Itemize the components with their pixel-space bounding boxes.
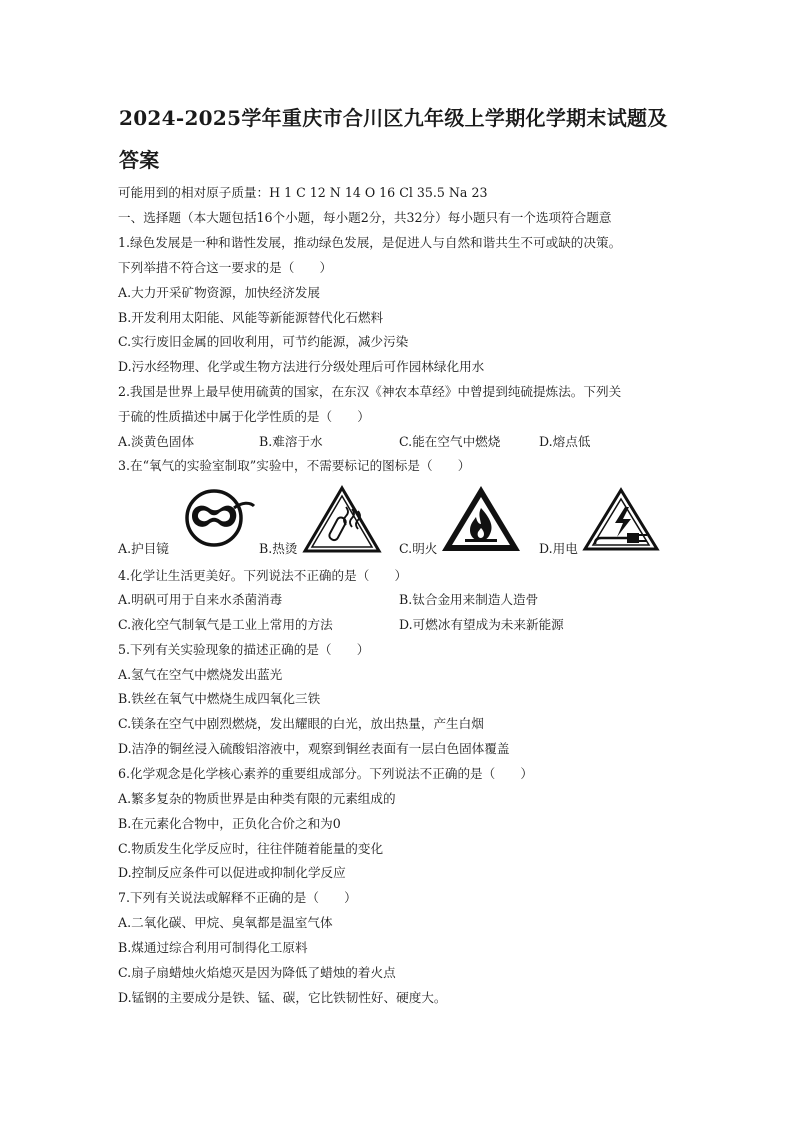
q6-option-b: B.在元素化合物中，正负化合价之和为0 [118, 816, 341, 831]
hot-surface-icon [302, 485, 382, 555]
goggles-icon [178, 486, 260, 548]
q4-option-a: A.明矾可用于自来水杀菌消毒 [118, 592, 283, 607]
q4-option-c: C.液化空气制氧气是工业上常用的方法 [118, 617, 333, 632]
q3-option-c: C.明火 [399, 541, 438, 556]
electricity-icon [581, 487, 661, 553]
q5-option-b: B.铁丝在氧气中燃烧生成四氧化三铁 [118, 691, 321, 706]
exam-title-line2: 答案 [119, 148, 160, 172]
q3-option-a: A.护目镜 [118, 541, 169, 556]
atomic-mass-note: 可能用到的相对原子质量：H 1 C 12 N 14 O 16 Cl 35.5 Na 23 [118, 185, 488, 200]
q1-stem: 1.绿色发展是一种和谐性发展，推动绿色发展，是促进人与自然和谐共生不可或缺的决策。 [118, 235, 622, 250]
q5-option-c: C.镁条在空气中剧烈燃烧，发出耀眼的白光，放出热量，产生白烟 [118, 716, 484, 731]
q5-stem: 5.下列有关实验现象的描述正确的是（ ） [118, 642, 370, 657]
q7-option-b: B.煤通过综合利用可制得化工原料 [118, 940, 308, 955]
q1-option-b: B.开发利用太阳能、风能等新能源替代化石燃料 [118, 310, 384, 325]
exam-title: 2024-2025学年重庆市合川区九年级上学期化学期末试题及 [119, 106, 668, 130]
q3-option-b: B.热烫 [259, 541, 298, 556]
q2-option-a: A.淡黄色固体 [118, 434, 195, 449]
q1-option-d: D.污水经物理、化学或生物方法进行分级处理后可作园林绿化用水 [118, 359, 485, 374]
section-heading: 一、选择题（本大题包括16个小题，每小题2分，共32分）每小题只有一个选项符合题意 [118, 210, 612, 225]
q1-stem-cont: 下列举措不符合这一要求的是（ ） [118, 260, 333, 275]
q7-option-d: D.锰钢的主要成分是铁、锰、碳，它比铁韧性好、硬度大。 [118, 990, 447, 1005]
q4-stem: 4.化学让生活更美好。下列说法不正确的是（ ） [118, 568, 408, 583]
q6-option-c: C.物质发生化学反应时，往往伴随着能量的变化 [118, 841, 384, 856]
q2-option-c: C.能在空气中燃烧 [399, 434, 501, 449]
q7-option-c: C.扇子扇蜡烛火焰熄灭是因为降低了蜡烛的着火点 [118, 965, 396, 980]
q6-option-a: A.繁多复杂的物质世界是由种类有限的元素组成的 [118, 791, 396, 806]
q3-option-d: D.用电 [539, 541, 578, 556]
q5-option-d: D.洁净的铜丝浸入硫酸铝溶液中，观察到铜丝表面有一层白色固体覆盖 [118, 741, 510, 756]
q4-option-b: B.钛合金用来制造人造骨 [399, 592, 539, 607]
flame-icon [440, 484, 522, 554]
q3-stem: 3.在“氧气的实验室制取”实验中，不需要标记的图标是（ ） [118, 458, 471, 473]
q4-option-d: D.可燃冰有望成为未来新能源 [399, 617, 564, 632]
q2-stem-cont: 于硫的性质描述中属于化学性质的是（ ） [118, 409, 370, 424]
q2-option-d: D.熔点低 [539, 434, 591, 449]
q1-option-c: C.实行废旧金属的回收利用，可节约能源，减少污染 [118, 334, 409, 349]
q2-option-b: B.难溶于水 [259, 434, 323, 449]
q5-option-a: A.氢气在空气中燃烧发出蓝光 [118, 667, 283, 682]
q6-option-d: D.控制反应条件可以促进或抑制化学反应 [118, 865, 346, 880]
q1-option-a: A.大力开采矿物资源，加快经济发展 [118, 285, 321, 300]
q2-stem: 2.我国是世界上最早使用硫黄的国家，在东汉《神农本草经》中曾提到纯硫提炼法。下列关 [118, 384, 622, 399]
q7-option-a: A.二氧化碳、甲烷、臭氧都是温室气体 [118, 915, 333, 930]
q7-stem: 7.下列有关说法或解释不正确的是（ ） [118, 890, 357, 905]
q6-stem: 6.化学观念是化学核心素养的重要组成部分。下列说法不正确的是（ ） [118, 766, 534, 781]
